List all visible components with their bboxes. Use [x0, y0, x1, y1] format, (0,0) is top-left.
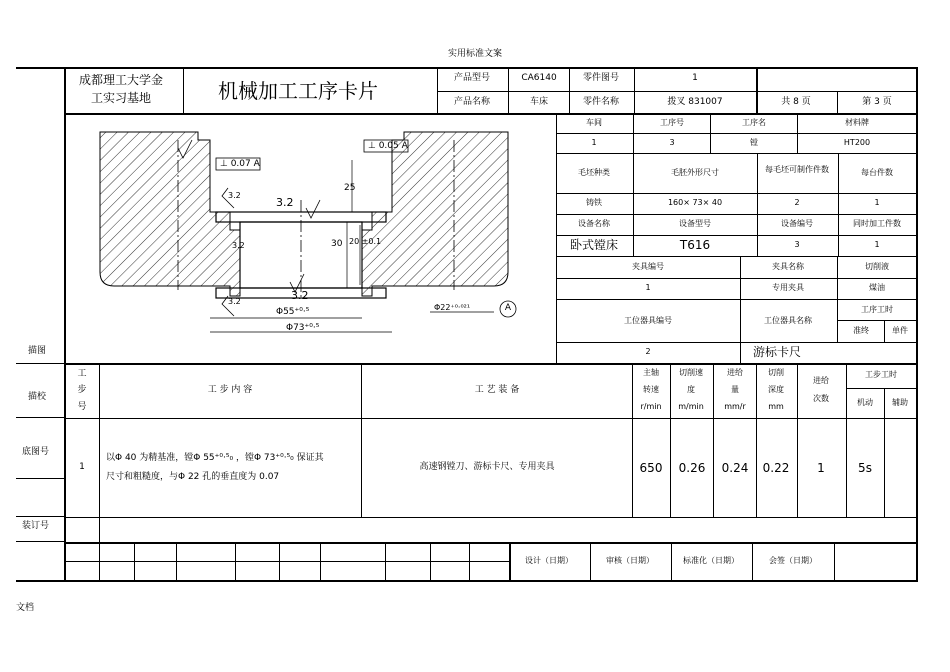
tolerance-perpendicular-2: ⊥ 0.05 A: [368, 141, 408, 151]
total-pages: 共 8 页: [781, 97, 811, 107]
step-no-header: 步: [77, 385, 87, 395]
fixture-name-value: 专用夹具: [772, 283, 804, 292]
depth-header: 深度: [768, 385, 784, 394]
countersign-label: 会签（日期）: [769, 556, 817, 565]
step-1-no: 1: [79, 462, 85, 472]
fixture-name-label: 夹具名称: [772, 262, 804, 271]
part-name-value: 拨叉 831007: [667, 97, 723, 107]
step-time-header: 工步工时: [865, 370, 897, 379]
equip-no-label: 设备编号: [781, 219, 813, 228]
side-check-label: 描校: [28, 392, 47, 402]
step-1-spindle: 650: [639, 461, 663, 475]
roughness-label: 3.2: [228, 191, 241, 200]
roughness-label: 3.2: [276, 196, 294, 209]
step-content-header: 工 步 内 容: [207, 385, 253, 395]
op-name-value: 镗: [750, 138, 758, 147]
per-machine-value: 1: [874, 198, 880, 207]
per-blank-label: 每毛坯可制作件数: [765, 165, 829, 174]
dimension-22: Φ22⁺⁰·⁰²¹: [434, 303, 471, 312]
blank-size-value: 160× 73× 40: [667, 198, 723, 207]
side-base-no-label: 底图号: [22, 447, 50, 457]
product-model-value: CA6140: [521, 73, 557, 83]
fixture-no-label: 夹具编号: [632, 262, 664, 271]
tool-no-label: 工位器具编号: [624, 316, 672, 325]
op-name-label: 工序名: [742, 118, 766, 127]
passes-header: 次数: [813, 394, 829, 403]
step-1-speed: 0.26: [678, 461, 706, 475]
per-blank-value: 2: [794, 198, 800, 207]
equip-model-label: 设备型号: [679, 219, 711, 228]
workshop-label: 车间: [586, 118, 602, 127]
spindle-header: 主轴: [643, 368, 659, 377]
tool-no-value: 2: [645, 347, 651, 356]
equip-name-label: 设备名称: [578, 219, 610, 228]
roughness-label: 3.2: [291, 289, 309, 302]
feed-header: 进给: [727, 368, 743, 377]
page-header-note: 实用标准文案: [447, 49, 503, 59]
machine-time-header: 机动: [857, 398, 873, 407]
unit-time-label: 单件: [892, 326, 908, 335]
dimension-20: 20 ±0.1: [349, 237, 382, 246]
coolant-value: 煤油: [869, 283, 885, 292]
step-1-passes: 1: [817, 461, 825, 475]
dimension-73: Φ73⁺⁰·⁵: [286, 323, 320, 333]
blank-type-label: 毛坯种类: [578, 168, 610, 177]
prep-time-label: 准终: [853, 326, 869, 335]
step-1-content-2: 尺寸和粗糙度，与Φ 22 孔的垂直度为 0.07: [106, 472, 280, 482]
step-no-header: 号: [77, 402, 87, 412]
step-1-content: 以Φ 40 为精基准，镗Φ 55⁺⁰·⁵₀ ，镗Φ 73⁺⁰·⁵₀ 保证其: [106, 453, 324, 463]
side-binding-label: 装订号: [22, 521, 50, 531]
op-time-label: 工序工时: [861, 305, 893, 314]
op-no-value: 3: [669, 138, 675, 147]
review-sign-label: 审核（日期）: [606, 556, 654, 565]
feed-header: mm/r: [724, 402, 746, 411]
dimension-55: Φ55⁺⁰·⁵: [276, 307, 310, 317]
speed-header: 度: [687, 385, 695, 394]
step-equipment-header: 工 艺 装 备: [474, 385, 520, 395]
step-1-equipment: 高速钢镗刀、游标卡尺、专用夹具: [419, 462, 555, 472]
depth-header: 切削: [768, 368, 784, 377]
school-name: 成都理工大学金: [78, 73, 164, 87]
blank-size-label: 毛胚外形尺寸: [671, 168, 719, 177]
product-name-value: 车床: [529, 97, 549, 107]
simultaneous-label: 同时加工件数: [853, 219, 901, 228]
step-1-depth: 0.22: [762, 461, 790, 475]
roughness-label: 3.2: [232, 241, 245, 250]
fixture-no-value: 1: [645, 283, 651, 292]
standard-sign-label: 标准化（日期）: [683, 556, 739, 565]
equip-model-value: T616: [679, 238, 711, 252]
workshop-value: 1: [591, 138, 597, 147]
simultaneous-value: 1: [874, 240, 880, 249]
material-value: HT200: [843, 138, 871, 147]
spindle-header: 转速: [643, 385, 659, 394]
depth-header: mm: [768, 402, 784, 411]
tool-name-value: 游标卡尺: [752, 345, 802, 359]
coolant-label: 切削液: [865, 262, 889, 271]
per-machine-label: 每台件数: [861, 168, 893, 177]
step-1-feed: 0.24: [721, 461, 749, 475]
part-drawing-value: 1: [692, 73, 698, 83]
side-trace-label: 描图: [28, 346, 47, 356]
current-page: 第 3 页: [862, 97, 892, 107]
card-title: 机械加工工序卡片: [218, 79, 378, 103]
dimension-30: 30: [331, 239, 343, 249]
material-label: 材料牌: [845, 118, 869, 127]
design-sign-label: 设计（日期）: [525, 556, 573, 565]
part-name-label: 零件名称: [582, 97, 620, 107]
passes-header: 进给: [813, 376, 829, 385]
roughness-label: 3.2: [228, 297, 241, 306]
step-1-machine-time: 5s: [858, 461, 872, 475]
speed-header: 切削速: [679, 368, 703, 377]
blank-type-value: 铸铁: [586, 198, 602, 207]
datum-a: A: [504, 303, 512, 313]
feed-header: 量: [731, 385, 739, 394]
school-name-2: 工实习基地: [90, 91, 152, 105]
equip-name-value: 卧式镗床: [569, 238, 619, 252]
aux-time-header: 辅助: [892, 398, 908, 407]
spindle-header: r/min: [640, 402, 662, 411]
part-drawing-label: 零件图号: [582, 73, 620, 83]
product-name-label: 产品名称: [453, 97, 491, 107]
product-model-label: 产品型号: [453, 73, 491, 83]
equip-no-value: 3: [794, 240, 800, 249]
tool-name-label: 工位器具名称: [764, 316, 812, 325]
op-no-label: 工序号: [660, 118, 684, 127]
page-footer-note: 文档: [16, 603, 35, 613]
step-no-header: 工: [77, 369, 87, 379]
dimension-25: 25: [344, 183, 356, 193]
speed-header: m/min: [678, 402, 704, 411]
tolerance-perpendicular-1: ⊥ 0.07 A: [220, 159, 260, 169]
